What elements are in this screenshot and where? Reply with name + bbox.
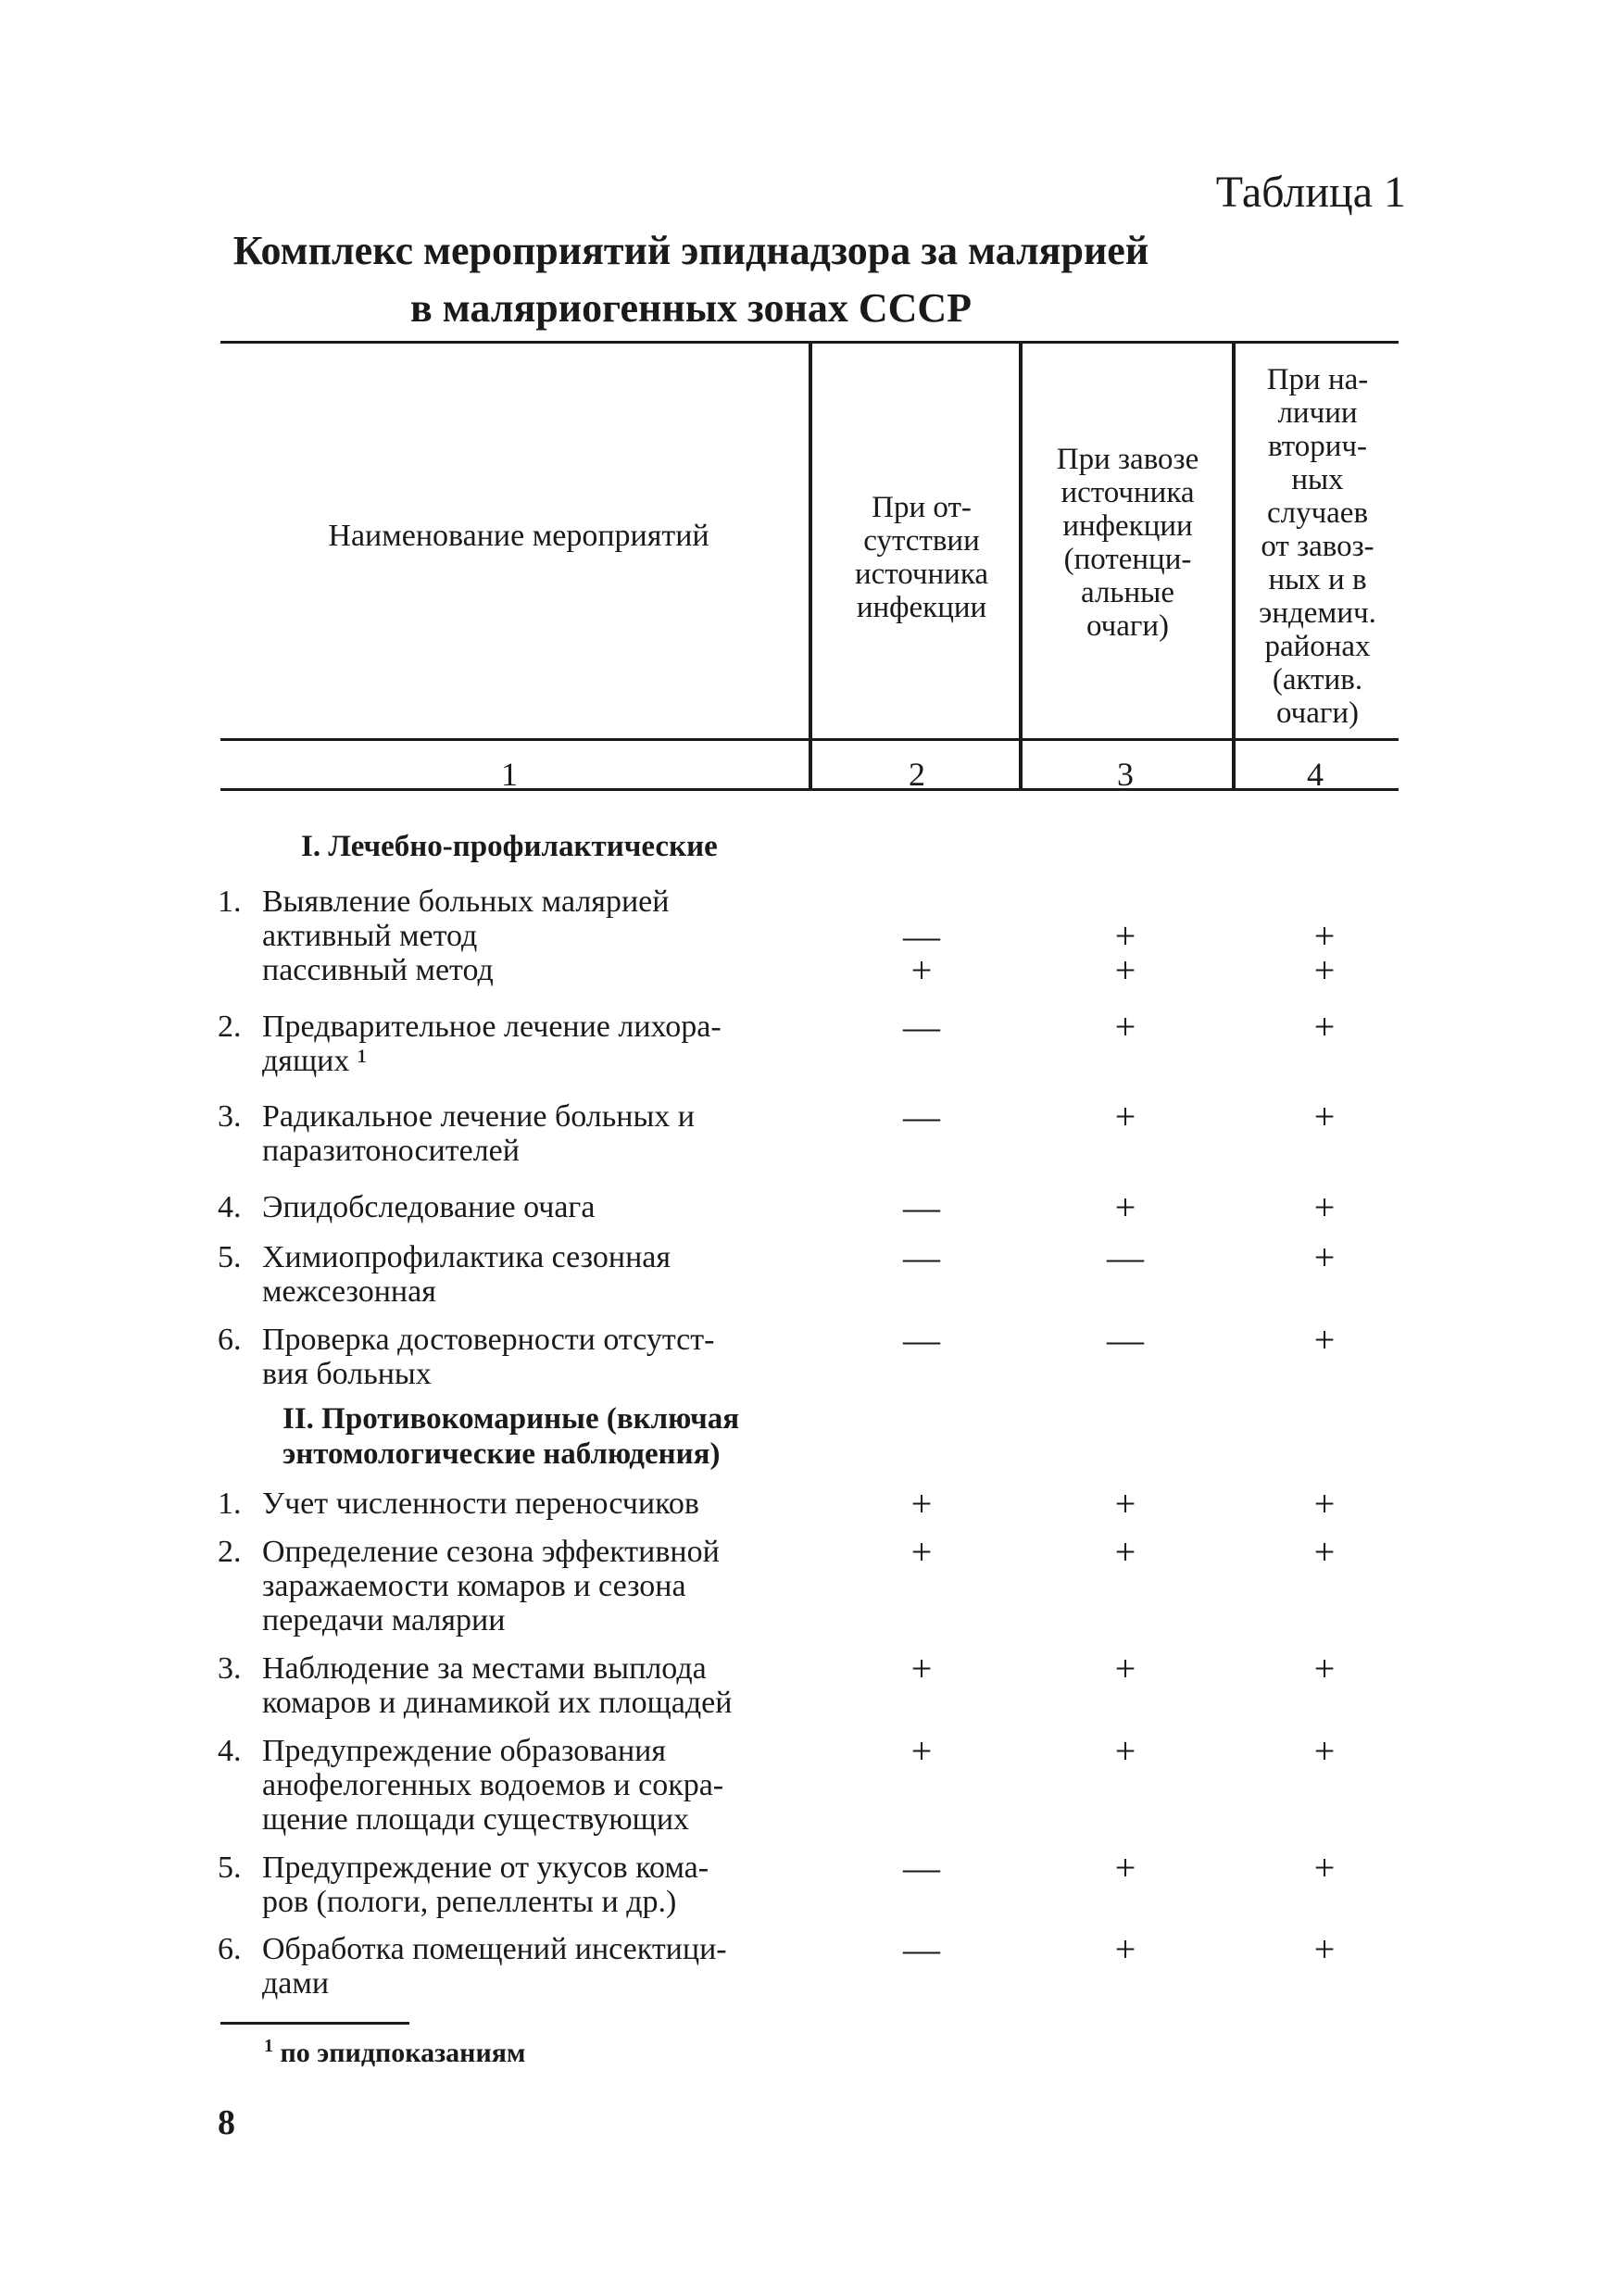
mark: — [1107, 1319, 1144, 1361]
mark: — [903, 1928, 940, 1970]
mark: + [1114, 949, 1136, 991]
column-number-4: 4 [1307, 756, 1324, 793]
column-number-2: 2 [909, 756, 925, 793]
mark: + [1114, 915, 1136, 957]
mark: + [1313, 1186, 1336, 1228]
mark: + [1114, 1096, 1136, 1137]
header-col3: При завозе источника инфекции (потенци- альные очаги) [1056, 443, 1199, 643]
mark: + [1114, 1648, 1136, 1689]
section-title-2: II. Противокомариные (включая энтомологические наблюдения) [282, 1402, 740, 1471]
mark: — [903, 1236, 940, 1278]
mark: + [1313, 1096, 1336, 1137]
header-col2: При от- сутствии источника инфекции [854, 491, 989, 624]
mark: — [903, 1847, 940, 1888]
mark: + [910, 1730, 933, 1772]
mark: + [1114, 1531, 1136, 1573]
column-divider-2 [1019, 343, 1023, 789]
mark: + [1114, 1186, 1136, 1228]
mark: + [1313, 949, 1336, 991]
mark: + [1313, 1483, 1336, 1524]
mark: + [910, 1531, 933, 1573]
mark: + [1313, 1319, 1336, 1361]
table-title [0, 222, 1619, 337]
mark: + [1313, 1236, 1336, 1278]
mark: — [903, 1096, 940, 1137]
mark: + [1313, 1648, 1336, 1689]
footnote-rule [220, 2022, 409, 2025]
mark: + [910, 1648, 933, 1689]
column-number-1: 1 [501, 756, 518, 793]
mark: + [1114, 1928, 1136, 1970]
mark: — [903, 1319, 940, 1361]
mark: — [1107, 1236, 1144, 1278]
mark: + [1313, 1928, 1336, 1970]
mark: + [910, 949, 933, 991]
column-number-3: 3 [1117, 756, 1134, 793]
mark: + [1313, 1847, 1336, 1888]
mark: + [910, 1483, 933, 1524]
title-line-2: в маляриогенных зонах СССР [409, 285, 973, 331]
footnote-mark: 1 [264, 2036, 273, 2056]
table-label: Таблица 1 [1215, 168, 1406, 217]
mark: + [1313, 1531, 1336, 1573]
mark: — [903, 1006, 940, 1048]
column-divider-3 [1232, 343, 1236, 789]
footnote-text: по эпидпоказаниям [280, 2038, 526, 2068]
mark: + [1313, 915, 1336, 957]
mark: + [1114, 1847, 1136, 1888]
mark: — [903, 915, 940, 957]
header-col4: При на- личии вторич- ных случаев от завоз- ных и в эндемич. районах (актив. очаги) [1259, 363, 1376, 730]
page-number: 8 [218, 2103, 235, 2142]
column-divider-1 [809, 343, 812, 789]
title-line-1: Комплекс мероприятий эпиднадзора за малярией [232, 228, 1149, 273]
footnote [264, 2036, 525, 2069]
mark: + [1114, 1006, 1136, 1048]
mark: + [1313, 1730, 1336, 1772]
section-title-1: I. Лечебно-профилактические [301, 830, 718, 863]
mark: + [1313, 1006, 1336, 1048]
header-col1: Наименование мероприятий [328, 519, 709, 553]
mark: — [903, 1186, 940, 1228]
mark: + [1114, 1483, 1136, 1524]
mark: + [1114, 1730, 1136, 1772]
